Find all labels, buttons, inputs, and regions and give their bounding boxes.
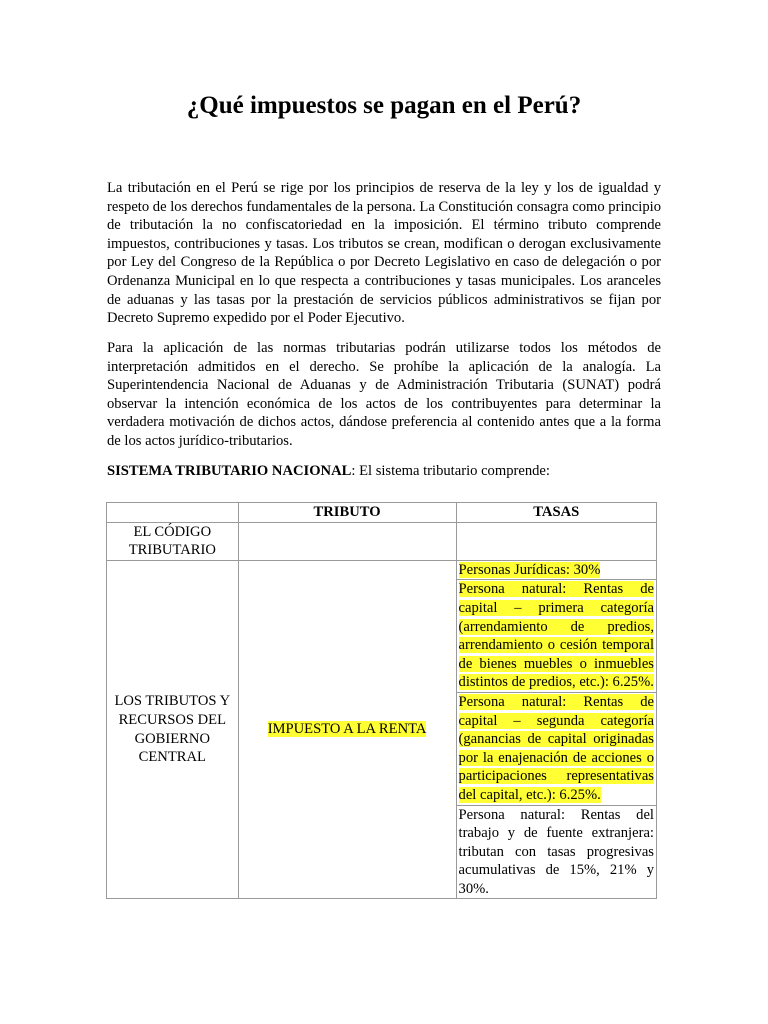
table-row-code: [107, 522, 657, 560]
rate-cell: [456, 805, 656, 899]
code-tribute-empty: [238, 522, 456, 560]
interpretation-paragraph: Para la aplicación de las normas tributarias podrán utilizarse todos los métodos de interpretación admitidos en el derecho. Se prohíbe la aplicación de la analogía. La Superintendencia Nacional de Aduanas y de Administración Tributaria (SUNAT) podrá observar la intención económica de los actos de los contribuyentes para determinar la verdadera motivación de dichos actos, dándose preferencia al contenido antes que a la forma de los actos jurídico-tributarios.: [107, 340, 661, 449]
tribute-cell: [238, 560, 456, 899]
tax-table: [106, 502, 657, 899]
rate-text: Personas Jurídicas: 30%: [458, 561, 601, 578]
table-row-rate-1: [107, 560, 657, 580]
table-header-row: [107, 503, 657, 523]
page-title: ¿Qué impuestos se pagan en el Perú?: [186, 92, 582, 119]
rate-cell: [456, 560, 656, 580]
code-cell: EL CÓDIGO TRIBUTARIO: [107, 522, 239, 560]
rate-text: Persona natural: Rentas del trabajo y de fuente extranjera: tributan con tasas progresivas acumulativas de 15%, 21% y 30%.: [458, 806, 654, 897]
system-intro: [107, 462, 661, 481]
intro-paragraph: La tributación en el Perú se rige por los principios de reserva de la ley y los de igualdad y respeto de los derechos fundamentales de la persona. La Constitución consagra como principio de tributación la no confiscatoriedad en la imposición. El término tributo comprende impuestos, contribuciones y tasas. Los tributos se crean, modifican o derogan exclusivamente por Ley del Congreso de la República o por Decreto Legislativo en caso de delegación o por Ordenanza Municipal en lo que respecta a contribuciones y tasas municipales. Los aranceles de aduanas y las tasas por la prestación de servicios públicos administrativos se fijan por Decreto Supremo expedido por el Poder Ejecutivo.: [107, 180, 661, 327]
header-tributo: TRIBUTO: [238, 503, 456, 523]
system-text: : El sistema tributario comprende:: [351, 463, 550, 479]
group-label-cell: LOS TRIBUTOS Y RECURSOS DEL GOBIERNO CENTRAL: [107, 560, 239, 899]
rate-cell: [456, 692, 656, 805]
rate-text: Persona natural: Rentas de capital – primera categoría (arrendamiento de predios, arrendamiento o cesión temporal de bienes muebles o inmuebles distintos de predios, etc.): 6.25%.: [458, 581, 654, 691]
tribute-label: IMPUESTO A LA RENTA: [267, 721, 427, 738]
code-rate-empty: [456, 522, 656, 560]
rate-text: Persona natural: Rentas de capital – segunda categoría (ganancias de capital originadas por la enajenación de acciones o participaciones representativas del capital, etc.): 6.25%.: [458, 693, 654, 803]
rate-cell: [456, 580, 656, 693]
system-heading: SISTEMA TRIBUTARIO NACIONAL: [107, 463, 352, 479]
header-empty: [107, 503, 239, 523]
header-tasas: TASAS: [456, 503, 656, 523]
